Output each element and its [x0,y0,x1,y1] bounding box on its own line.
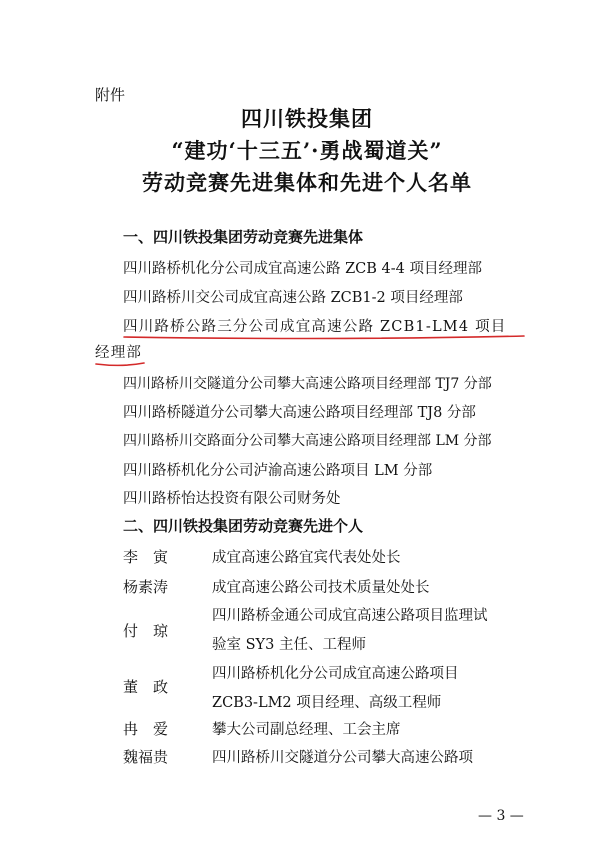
person-role: 四川路桥机化分公司成宜高速公路项目 [212,666,459,682]
title-line-3: 劳动竞赛先进集体和先进个人名单 [142,170,472,195]
collective-item: 四川路桥隧道分公司攀大高速公路项目经理部 TJ8 分部 [123,405,476,421]
person-role-continuation: 验室 SY3 主任、工程师 [212,637,366,653]
person-role: 成宜高速公路公司技术质量处处长 [212,580,430,596]
collective-item-highlighted: 四川路桥公路三分公司成宜高速公路 ZCB1-LM4 项目 [123,319,507,335]
underline-stroke-1 [124,336,524,338]
collective-item: 四川路桥机化分公司成宜高速公路 ZCB 4-4 项目经理部 [123,261,483,277]
page-number: — 3 — [478,808,524,824]
person-role: 四川路桥川交隧道分公司攀大高速公路项 [212,750,473,766]
underline-stroke-2 [96,363,144,365]
collective-item: 四川路桥川交公司成宜高速公路 ZCB1-2 项目经理部 [123,290,463,306]
person-role: 成宜高速公路宜宾代表处处长 [212,550,401,566]
person-name: 冉 爱 [123,720,169,738]
person-role: 四川路桥金通公司成宜高速公路项目监理试 [212,608,488,624]
collective-item: 四川路桥川交路面分公司攀大高速公路项目经理部 LM 分部 [123,433,492,449]
collective-item-continuation: 经理部 [95,345,143,361]
person-role-continuation: ZCB3-LM2 项目经理、高级工程师 [212,695,442,711]
annex-label: 附件 [95,86,126,104]
collective-item: 四川路桥怡达投资有限公司财务处 [123,491,341,507]
person-name: 付 琼 [123,622,169,640]
individual-heading: 二、四川铁投集团劳动竞赛先进个人 [123,517,364,535]
person-role: 攀大公司副总经理、工会主席 [212,722,401,738]
person-name: 杨素涛 [123,578,169,596]
title-line-2: “建功‘十三五’·勇战蜀道关” [171,138,443,163]
person-name: 李 寅 [123,548,169,566]
title-line-1: 四川铁投集团 [241,106,373,131]
collective-heading: 一、四川铁投集团劳动竞赛先进集体 [123,228,364,246]
person-name: 董 政 [123,678,169,696]
collective-item: 四川路桥机化分公司泸渝高速公路项目 LM 分部 [123,463,433,479]
collective-item: 四川路桥川交隧道分公司攀大高速公路项目经理部 TJ7 分部 [123,376,492,392]
person-name: 魏福贵 [123,748,169,766]
